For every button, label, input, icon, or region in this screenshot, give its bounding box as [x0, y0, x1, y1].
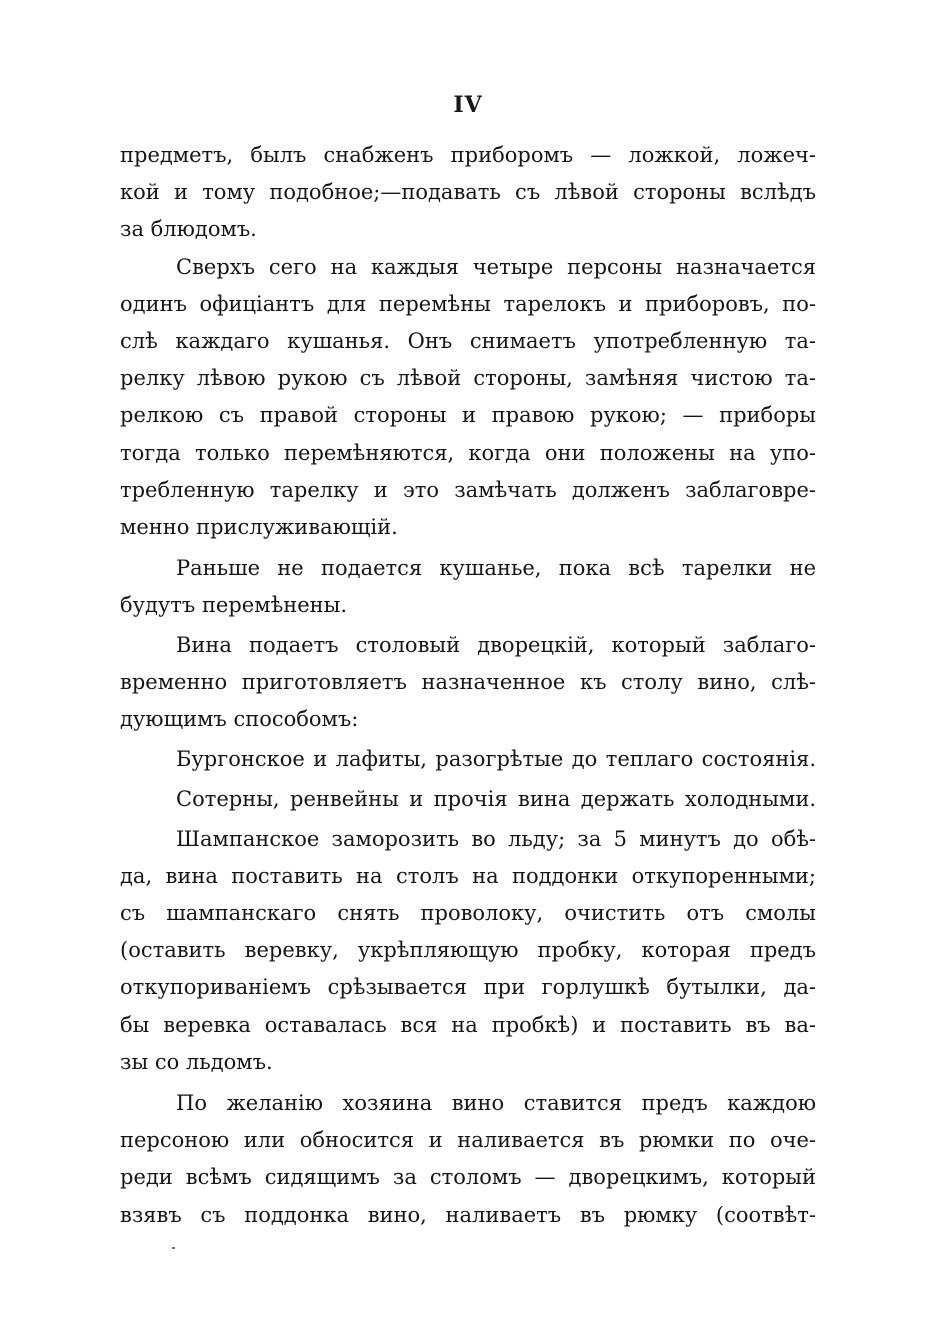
text-line: взявъ съ поддонка вино, наливаетъ въ рюмку (соотвѣт- — [120, 1203, 816, 1227]
text-line: персоною или обносится и наливается въ рюмки по оче- — [120, 1128, 816, 1152]
text-line: релкою съ правой стороны и правою рукою; — приборы — [120, 403, 816, 427]
text-line: кой и тому подобное;—подавать съ лѣвой стороны вслѣдъ — [120, 180, 816, 204]
text-line: будутъ перемѣнены. — [120, 593, 348, 617]
text-line: откупориваніемъ срѣзывается при горлушкѣ бутылки, да- — [120, 975, 816, 999]
text-line: менно прислуживающій. — [120, 515, 398, 539]
text-line: Сверхъ сего на каждыя четыре персоны назначается — [176, 255, 816, 279]
text-line: одинъ офиціантъ для перемѣны тарелокъ и приборовъ, по- — [120, 292, 816, 316]
text-line: да, вина поставить на столъ на поддонки откупоренными; — [120, 864, 816, 888]
text-line: Раньше не подается кушанье, пока всѣ тарелки не — [176, 556, 816, 580]
text-line: за блюдомъ. — [120, 217, 257, 241]
text-line: релку лѣвою рукою съ лѣвой стороны, замѣняя чистою та- — [120, 366, 816, 390]
page-number: IV — [453, 92, 483, 118]
text-line: дующимъ способомъ: — [120, 707, 359, 731]
text-line: временно приготовляетъ назначенное къ столу вино, слѣ- — [120, 670, 816, 694]
text-line: зы со льдомъ. — [120, 1050, 273, 1074]
text-line: Сотерны, ренвейны и прочія вина держать холодными. — [176, 787, 816, 811]
text-line: Бургонское и лафиты, разогрѣтые до теплаго состоянія. — [176, 747, 816, 771]
text-line: реди всѣмъ сидящимъ за столомъ — дворецкимъ, который — [120, 1165, 816, 1189]
text-line: требленную тарелку и это замѣчать долженъ заблаговре- — [120, 478, 816, 502]
text-line: тогда только перемѣняются, когда они положены на упо- — [120, 441, 816, 465]
text-line: бы веревка оставалась вся на пробкѣ) и поставить въ ва- — [120, 1013, 816, 1037]
text-line: Шампанское заморозить во льду; за 5 минутъ до обѣ- — [176, 827, 816, 851]
text-line: Вина подаетъ столовый дворецкій, который заблаго- — [176, 633, 816, 657]
text-line: слѣ каждаго кушанья. Онъ снимаетъ употребленную та- — [120, 329, 816, 353]
text-line: По желанію хозяина вино ставится предъ каждою — [176, 1091, 816, 1115]
print-speck — [172, 1247, 175, 1249]
text-line: (оставить веревку, укрѣпляющую пробку, которая предъ — [120, 938, 816, 962]
text-line: съ шампанскаго снять проволоку, очистить отъ смолы — [120, 901, 816, 925]
text-line: предметъ, былъ снабженъ приборомъ — ложкой, ложеч- — [120, 143, 816, 167]
